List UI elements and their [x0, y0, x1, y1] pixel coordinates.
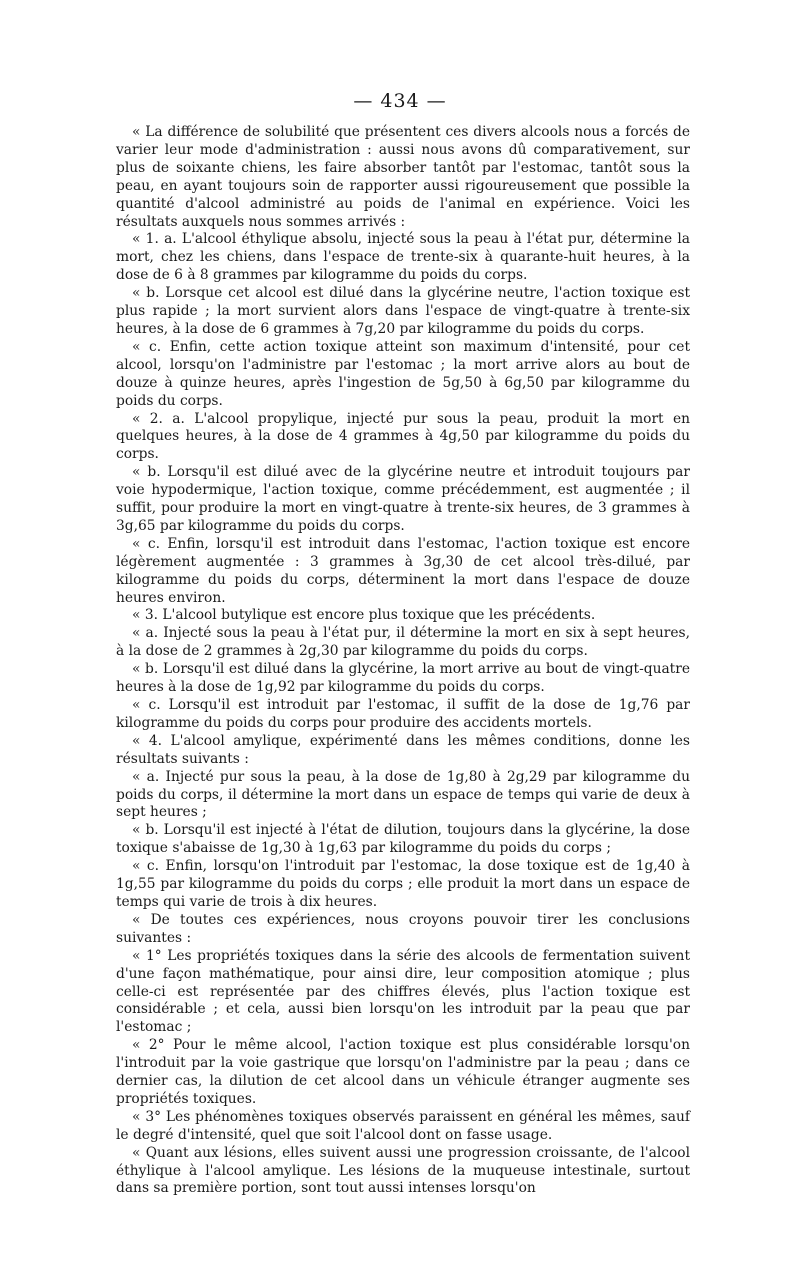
- paragraph: « 2° Pour le même alcool, l'action toxique est plus considérable lorsqu'on l'introduit par la voie gastrique que lorsqu'on l'administre par la peau ; dans ce dernier cas, la dilution de cet alcool dans un véhicule étranger augmente ses propriétés toxiques.: [116, 1037, 690, 1107]
- paragraph: « De toutes ces expériences, nous croyons pouvoir tirer les conclusions suivantes :: [116, 911, 690, 946]
- paragraph: « La différence de solubilité que présentent ces divers alcools nous a forcés de varier leur mode d'administration : aussi nous avons dû comparativement, sur plus de soixante chiens, les faire absorber tantôt par l'estomac, tantôt sous la peau, en ayant toujours soin de rapporter aussi rigoureusement que possible la quantité d'alcool administré au poids de l'animal en expérience. Voici les résultats auxquels nous sommes arrivés :: [116, 124, 690, 230]
- paragraph: « 1° Les propriétés toxiques dans la série des alcools de fermentation suivent d'une façon mathématique, pour ainsi dire, leur composition atomique ; plus celle-ci est représentée par des chiffres élevés, plus l'action toxique est considérable ; et cela, aussi bien lorsqu'on les introduit par la peau que par l'estomac ;: [116, 947, 690, 1036]
- paragraph: « Quant aux lésions, elles suivent aussi une progression croissante, de l'alcool éthylique à l'alcool amylique. Les lésions de la muqueuse intestinale, surtout dans sa première portion, sont tout aussi intenses lorsqu'on: [116, 1144, 690, 1197]
- paragraph: « b. Lorsque cet alcool est dilué dans la glycérine neutre, l'action toxique est plus rapide ; la mort survient alors dans l'espace de vingt-quatre à trente-six heures, à la dose de 6 grammes à 7g,20 par kilogramme du poids du corps.: [116, 285, 690, 337]
- paragraph: « a. Injecté sous la peau à l'état pur, il détermine la mort en six à sept heures, à la dose de 2 grammes à 2g,30 par kilogramme du poids du corps.: [116, 625, 690, 660]
- paragraph: « a. Injecté pur sous la peau, à la dose de 1g,80 à 2g,29 par kilogramme du poids du corps, il détermine la mort dans un espace de temps qui varie de deux à sept heures ;: [116, 768, 690, 821]
- body-text: [116, 124, 690, 1198]
- paragraph: « 4. L'alcool amylique, expérimenté dans les mêmes conditions, donne les résultats suivants :: [116, 732, 690, 767]
- paragraph: « b. Lorsqu'il est dilué dans la glycérine, la mort arrive au bout de vingt-quatre heures à la dose de 1g,92 par kilogramme du poids du corps.: [116, 661, 690, 696]
- page-number: — 434 —: [353, 90, 447, 112]
- paragraph: « 1. a. L'alcool éthylique absolu, injecté sous la peau à l'état pur, détermine la mort, chez les chiens, dans l'espace de trente-six à quarante-huit heures, à la dose de 6 à 8 grammes par kilogramme du poids du corps.: [116, 231, 690, 284]
- paragraph: « 3° Les phénomènes toxiques observés paraissent en général les mêmes, sauf le degré d'intensité, quel que soit l'alcool dont on fasse usage.: [116, 1108, 690, 1143]
- paragraph: « c. Lorsqu'il est introduit par l'estomac, il suffit de la dose de 1g,76 par kilogramme du poids du corps pour produire des accidents mortels.: [116, 697, 690, 731]
- paragraph: « c. Enfin, lorsqu'on l'introduit par l'estomac, la dose toxique est de 1g,40 à 1g,55 par kilogramme du poids du corps ; elle produit la mort dans un espace de temps qui varie de trois à dix heures.: [116, 858, 690, 910]
- paragraph: « b. Lorsqu'il est dilué avec de la glycérine neutre et introduit toujours par voie hypodermique, l'action toxique, comme précédemment, est augmentée ; il suffit, pour produire la mort en vingt-quatre à trente-six heures, de 3 grammes à 3g,65 par kilogramme du poids du corps.: [116, 464, 690, 534]
- paragraph: « b. Lorsqu'il est injecté à l'état de dilution, toujours dans la glycérine, la dose toxique s'abaisse de 1g,30 à 1g,63 par kilogramme du poids du corps ;: [116, 822, 690, 857]
- paragraph: « 2. a. L'alcool propylique, injecté pur sous la peau, produit la mort en quelques heures, à la dose de 4 grammes à 4g,50 par kilogramme du poids du corps.: [116, 410, 690, 463]
- paragraph: « c. Enfin, lorsqu'il est introduit dans l'estomac, l'action toxique est encore légèrement augmentée : 3 grammes à 3g,30 de cet alcool très-dilué, par kilogramme du poids du corps, déterminent la mort dans l'espace de douze heures environ.: [116, 535, 690, 606]
- paragraph: « 3. L'alcool butylique est encore plus toxique que les précédents.: [132, 607, 596, 624]
- paragraph: « c. Enfin, cette action toxique atteint son maximum d'intensité, pour cet alcool, lorsqu'on l'administre par l'estomac ; la mort arrive alors au bout de douze à quinze heures, après l'ingestion de 5g,50 à 6g,50 par kilogramme du poids du corps.: [116, 338, 690, 409]
